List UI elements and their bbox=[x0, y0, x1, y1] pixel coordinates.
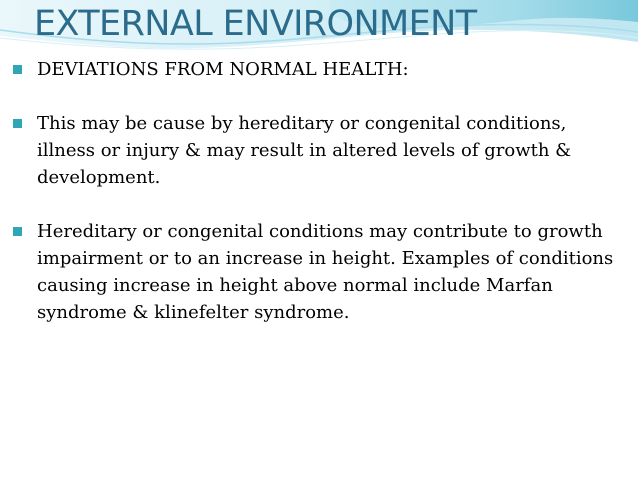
square-bullet-icon bbox=[13, 227, 22, 236]
bullet-list bbox=[0, 56, 638, 326]
bullet-item bbox=[0, 110, 638, 191]
square-bullet-icon bbox=[13, 65, 22, 74]
bullet-item bbox=[0, 218, 638, 326]
bullet-text: This may be cause by hereditary or congenital conditions, illness or injury & may result in altered levels of growth & development. bbox=[37, 113, 572, 188]
bullet-text: Hereditary or congenital conditions may contribute to growth impairment or to an increase in height. Examples of conditions causing increase in height above normal include Marfan syndrome & klinefelter syndrome. bbox=[37, 221, 614, 323]
square-bullet-icon bbox=[13, 119, 22, 128]
bullet-item bbox=[0, 56, 638, 83]
bullet-text: DEVIATIONS FROM NORMAL HEALTH: bbox=[37, 59, 409, 80]
slide-title: EXTERNAL ENVIRONMENT bbox=[34, 4, 477, 44]
